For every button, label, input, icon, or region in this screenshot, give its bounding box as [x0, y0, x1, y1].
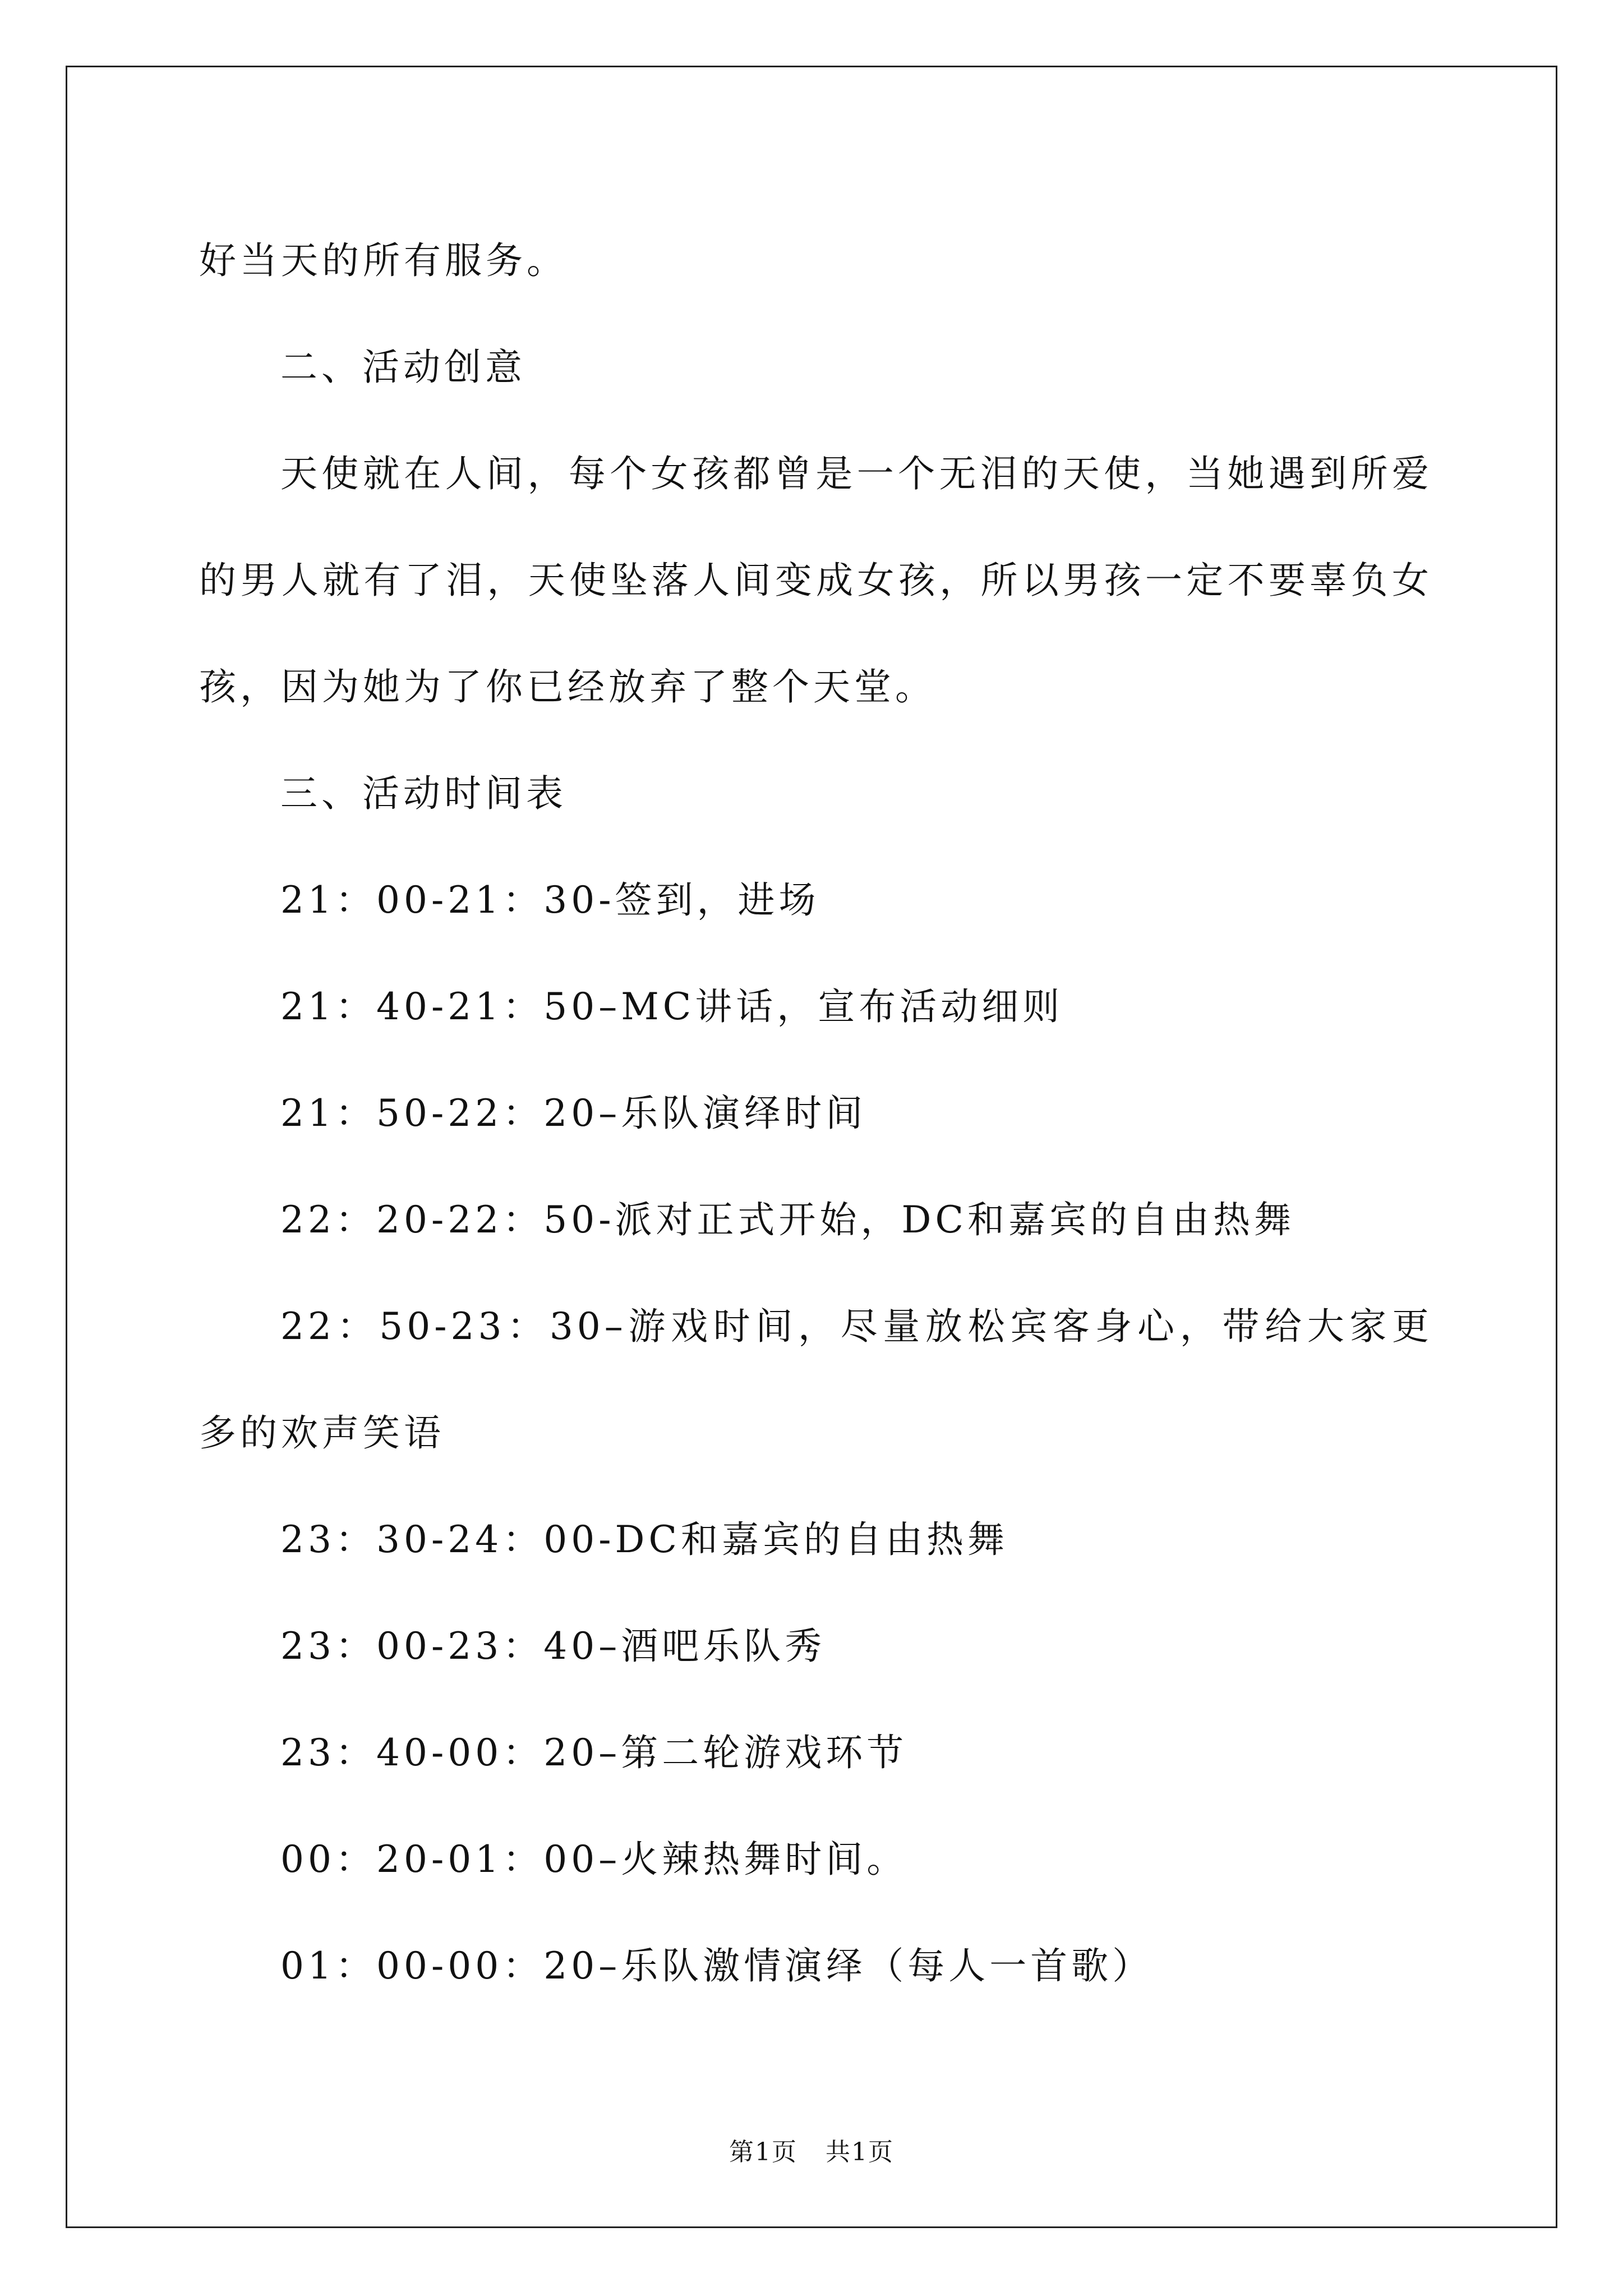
- schedule-item: 21：00-21：30-签到，进场: [280, 878, 820, 922]
- heading-activity-idea: 二、活动创意: [280, 346, 526, 389]
- schedule-item: 21：40-21：50–MC讲话，宣布活动细则: [280, 985, 1064, 1028]
- schedule-item: 22：50-23：30–游戏时间，尽量放松宾客身心，带给大家更多的欢声笑语: [199, 1305, 1433, 1455]
- schedule-item: 23：40-00：20–第二轮游戏环节: [280, 1731, 908, 1774]
- schedule-item: 22：20-22：50-派对正式开始，DC和嘉宾的自由热舞: [280, 1198, 1295, 1241]
- paragraph-service-end: 好当天的所有服务。: [199, 239, 568, 282]
- page-footer: [0, 2132, 1623, 2168]
- heading-schedule: 三、活动时间表: [280, 772, 567, 815]
- schedule-item: 23：00-23：40–酒吧乐队秀: [280, 1625, 826, 1668]
- schedule-item: 21：50-22：20–乐队演绎时间: [280, 1092, 867, 1135]
- schedule-item: 23：30-24：00-DC和嘉宾的自由热舞: [280, 1518, 1008, 1561]
- paragraph-angel-story: 天使就在人间，每个女孩都曾是一个无泪的天使，当她遇到所爱的男人就有了泪，天使坠落人间变成女孩，所以男孩一定不要辜负女孩，因为她为了你已经放弃了整个天堂。: [199, 452, 1433, 708]
- document-body: [199, 208, 1433, 2019]
- schedule-item: 01：00-00：20–乐队激情演绎（每人一首歌）: [280, 1944, 1154, 1987]
- page-number-total: 共1页: [826, 2138, 894, 2166]
- schedule-item: 00：20-01：00–火辣热舞时间。: [280, 1838, 908, 1881]
- page-number-current: 第1页: [729, 2138, 797, 2166]
